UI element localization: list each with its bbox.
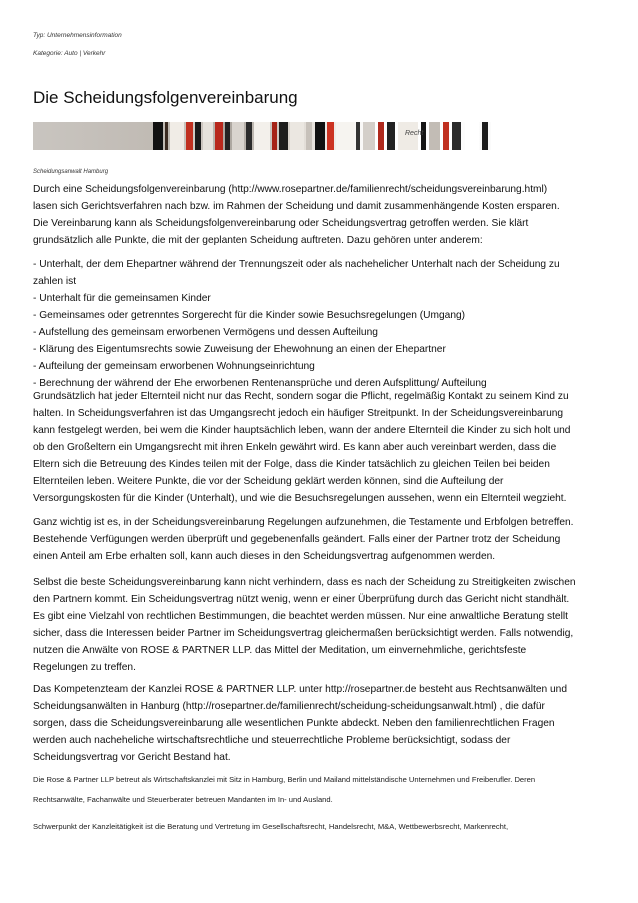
text-line: Schwerpunkt der Kanzleitätigkeit ist die Beratung und Vertretung im Gesellschaftsrecht, Handelsrecht, M&A, Wettbewerbsrecht, Markenrecht, <box>33 822 509 831</box>
meta-kategorie: Kategorie: Auto | Verkehr <box>33 50 106 57</box>
intro-paragraph <box>33 181 605 249</box>
text-line: Durch eine Scheidungsfolgenvereinbarung (http://www.rosepartner.de/familienrecht/scheidungsvereinbarung.html) <box>33 184 548 195</box>
text-line: nutzen die Anwälte von ROSE & PARTNER LLP. das Mittel der Meditation, um einvernehmliche, gerichtsfeste <box>33 645 527 656</box>
text-line: ob den Großeltern ein Umgangsrecht mit ihren Enkeln gewährt wird. Es kann aber auch vereinbart werden, dass die <box>33 442 557 453</box>
meta-typ: Typ: Unternehmensinformation <box>33 32 122 39</box>
text-line: einen Anteil am Erbe erhalten soll, kann auch dieses in den Scheidungsvertrag aufgenommen werden. <box>33 551 496 562</box>
text-line: den Partnern kommt. Ein Scheidungsvertrag nützt wenig, wenn er einer Überprüfung durch das Gericht nicht standhält. <box>33 594 570 605</box>
text-line: sorgen, dass die Scheidungsvereinbarung alle wesentlichen Punkte abdeckt. Neben den familienrechtlichen Fragen <box>33 718 555 729</box>
text-line: Es gibt eine Vielzahl von rechtlichen Bestimmungen, die beachtet werden müssen. Nur eine anwaltliche Beratung stellt <box>33 611 568 622</box>
paragraph-umgangsrecht <box>33 388 605 507</box>
text-line: Scheidungsanwälten in Hanburg (http://rosepartner.de/familienrecht/scheidung-scheidungsanwalt.html) , die dafür <box>33 701 545 712</box>
text-line: Ganz wichtig ist es, in der Scheidungsvereinbarung Regelungen aufzunehmen, die Testamente und Erbfolgen betreffen. <box>33 517 574 528</box>
text-line: Das Kompetenzteam der Kanzlei ROSE & PARTNER LLP. unter http://rosepartner.de besteht aus Rechtsanwälten und <box>33 684 568 695</box>
text-line: kann festgelegt werden, bei wem die Kinder hauptsächlich leben, wann der andere Elternteil die Kinder zu sich holt und <box>33 425 571 436</box>
paragraph-beratung <box>33 574 605 676</box>
list-item: - Berechnung der während der Ehe erworbenen Rentenansprüche und deren Aufsplittung/ Aufteilung <box>33 378 487 389</box>
text-line: Bestehende Verfügungen werden überprüft und gegebenenfalls geändert. Falls einer der Partner trotz der Scheidung <box>33 534 561 545</box>
text-line: Die Vereinbarung kann als Scheidungsfolgenvereinbarung oder Scheidungsvertrag getroffen werden. Sie klärt <box>33 218 529 229</box>
text-line: grundsätzlich alle Punkte, die mit der geplanten Scheidung auftreten. Dazu gehören unter anderem: <box>33 235 483 246</box>
company-info <box>33 770 605 810</box>
list-item: - Gemeinsames oder getrenntes Sorgerecht für die Kinder sowie Besuchsregelungen (Umgang) <box>33 310 466 321</box>
text-line: sicher, dass die Interessen beider Partner im Scheidungsvertrag gleichermaßen berücksichtigt werden. Falls notwendig, <box>33 628 574 639</box>
text-line: Rechtsanwälte, Fachanwälte und Steuerberater betreuen Mandanten im In- und Ausland. <box>33 795 333 804</box>
list-item: - Aufstellung des gemeinsam erworbenen Vermögens und dessen Aufteilung <box>33 327 378 338</box>
list-item: - Aufteilung der gemeinsam erworbenen Wohnungseinrichtung <box>33 361 315 372</box>
text-line: halten. In Scheidungsverfahren ist das Umgangsrecht jedoch ein häufiger Streitpunkt. In der Scheidungsvereinbarung <box>33 408 564 419</box>
page-title: Die Scheidungsfolgenvereinbarung <box>33 88 298 107</box>
text-line: Grundsätzlich hat jeder Elternteil nicht nur das Recht, sondern sogar die Pflicht, regelmäßig Kontakt zu seinem Kind zu <box>33 391 569 402</box>
company-focus <box>33 817 605 837</box>
image-caption: Scheidungsanwalt Hamburg <box>33 169 109 175</box>
text-line: werden auch nacheheliche wirtschaftsrechtliche und steuerrechtliche Probleme berücksichtigt, sodass der <box>33 735 511 746</box>
text-line: Versorgungskosten für die Kinder (Unterhalt), und wie die Besuchsregelungen aussehen, wenn ein Elternteil wegzieht. <box>33 493 567 504</box>
agreement-topics-list <box>33 256 605 392</box>
paragraph-kompetenzteam <box>33 681 605 766</box>
paragraph-erbfolge <box>33 514 605 565</box>
banner-label: Recht <box>405 130 424 137</box>
list-item: zahlen ist <box>33 276 77 287</box>
header-image <box>33 122 491 150</box>
text-line: Regelungen zu treffen. <box>33 662 136 673</box>
text-line: Scheidungsvertrag vor Gericht Bestand hat. <box>33 752 231 763</box>
text-line: Die Rose & Partner LLP betreut als Wirtschaftskanzlei mit Sitz in Hamburg, Berlin und Mailand mittelständische Unternehmen und Freiberufler. Deren <box>33 775 536 784</box>
text-line: Eltern sich die Betreuung des Kindes teilen mit der Folge, dass die Kinder tatsächlich zu gleichen Teilen bei beiden <box>33 459 550 470</box>
list-item: - Unterhalt, der dem Ehepartner während der Trennungszeit oder als nachehelicher Unterhalt nach der Scheidung zu <box>33 259 560 270</box>
text-line: lasen sich Gerichtsverfahren nach bzw. im Rahmen der Scheidung und damit zusammenhängende Kosten ersparen. <box>33 201 560 212</box>
text-line: Elternteilen leben. Weitere Punkte, die vor der Scheidung geklärt werden können, sind die Aufteilung der <box>33 476 504 487</box>
list-item: - Unterhalt für die gemeinsamen Kinder <box>33 293 211 304</box>
list-item: - Klärung des Eigentumsrechts sowie Zuweisung der Ehewohnung an einen der Ehepartner <box>33 344 446 355</box>
text-line: Selbst die beste Scheidungsvereinbarung kann nicht verhindern, dass es nach der Scheidung zu Streitigkeiten zwischen <box>33 577 576 588</box>
